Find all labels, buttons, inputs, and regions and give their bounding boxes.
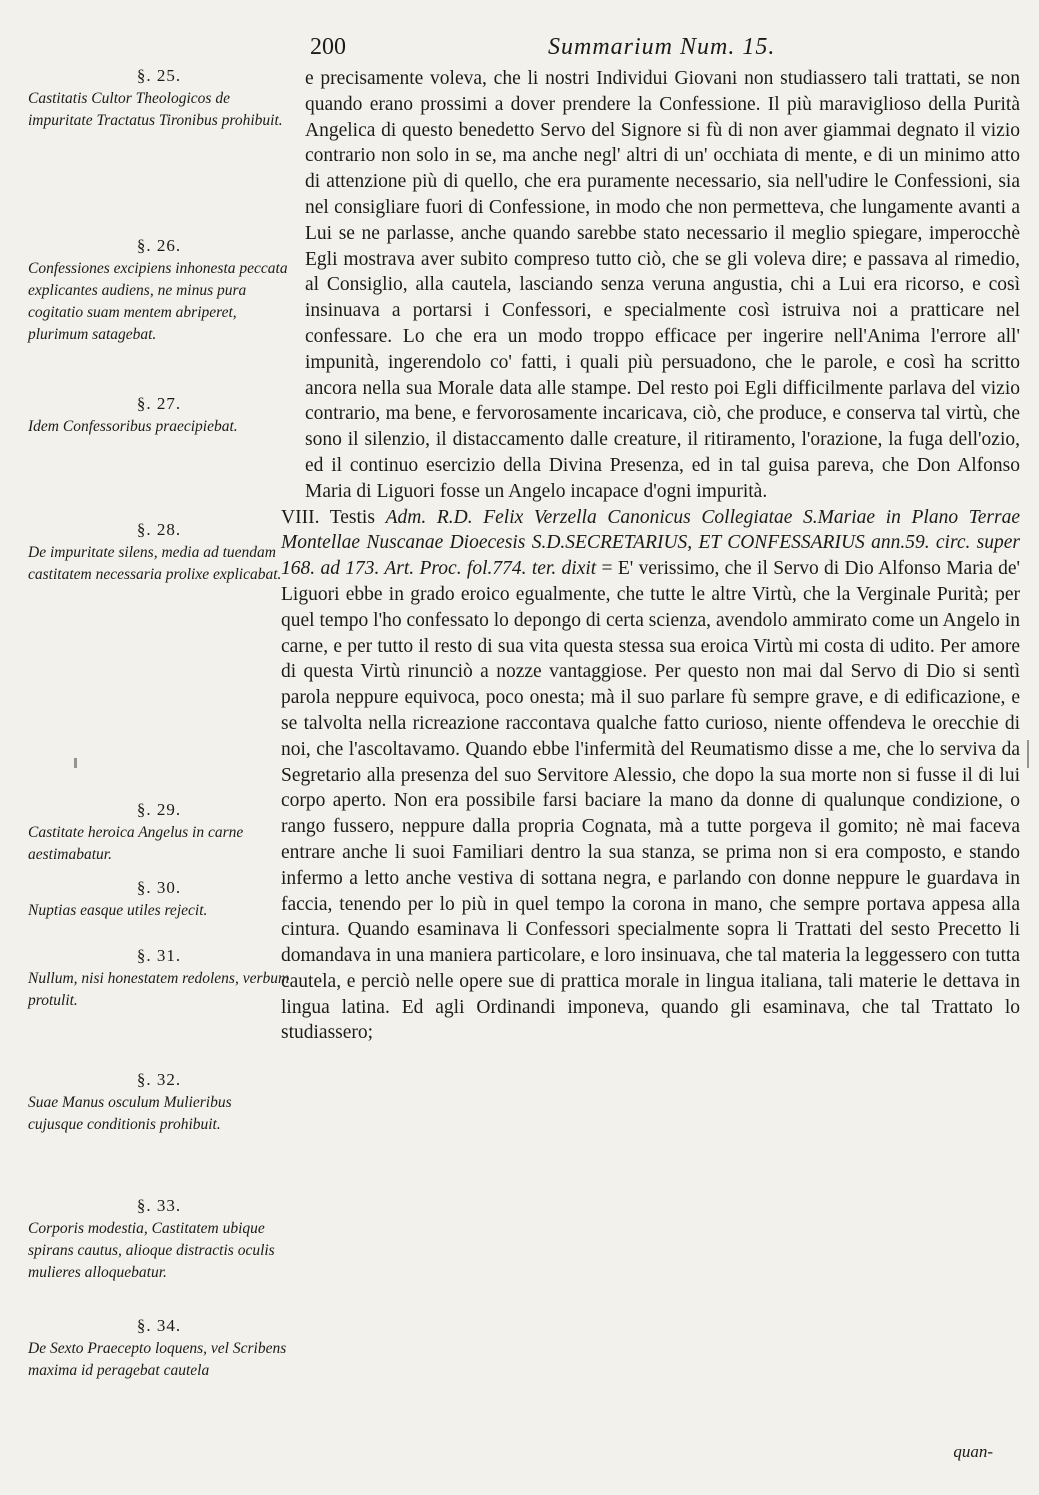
- page-header: [300, 30, 1020, 64]
- margin-note: [28, 876, 290, 922]
- margin-note-section: §. 31.: [136, 946, 182, 965]
- margin-note-section: §. 29.: [136, 800, 182, 819]
- testimony-witness: Adm. R.D. Felix Verzella Canonicus Collegiatae S.Mariae in Plano Terrae Montellae Nuscanae Dioecesis S.D.SECRETARIUS, ET CONFESSARIUS ann.59. circ. super 168. ad 173. Art. Proc. fol.774. ter. dixit: [281, 506, 1020, 580]
- margin-note-section: §. 33.: [136, 1196, 182, 1215]
- margin-note-section: §. 27.: [136, 394, 182, 413]
- margin-note: [28, 944, 290, 1012]
- margin-note-text: Nuptias easque utiles rejecit.: [28, 902, 208, 919]
- margin-note-section: §. 25.: [136, 66, 182, 85]
- margin-note-section: §. 28.: [136, 520, 182, 539]
- margin-note-section: §. 34.: [136, 1316, 182, 1335]
- margin-note-text: Idem Confessoribus praecipiebat.: [28, 418, 238, 435]
- main-text: [281, 66, 1021, 1461]
- page-number: 200: [310, 34, 346, 60]
- testimony-text: = E' verissimo, che il Servo di Dio Alfonso Maria de' Liguori ebbe in grado eroico egualmente, che tutte le altre Virtù, che la Verginale Purità; per quel tempo l'ho confessato lo depongo di certa scienza, avendolo ammirato come un Angelo in carne, e per tutto il resto di sua vita questa stessa sua eroica Virtù mi costa di udito. Per amore di questa Virtù rinunciò a nozze vantaggiose. Per questo non mai dal Servo di Dio si sentì parola neppure equivoca, poco onesta; mà il suo parlare fù sempre grave, e di edificazione, e se talvolta nella ricreazione raccontava qualche fatto curioso, niente offendeva le orecchie di noi, che l'ascoltavamo. Quando ebbe l'infermità del Reumatismo disse a me, che lo serviva da Segretario alla presenza del suo Servitore Alessio, che dopo la sua morte non si fusse il di lui corpo aperto. Non era possibile farsi baciare la mano da donne di qualunque condizione, o rango fussero, neppure dalla propria Cognata, mà a tutte porgeva il gomito; nè mai faceva entrare anche li suoi Familiari dentro la sua stanza, se prima non si era composto, e stando infermo a letto anche vestiva di sottana negra, e parlando con donne neppure le guardava in faccia, tenendo per lo più in quel tempo la corona in mano, che sempre portava appesa alla cintura. Quando esaminava li Confessori specialmente sopra li Trattati del sesto Precetto li domandava in una maniera particolare, e loro insinuava, che tal materia la leggessero con tutta cautela, e perciò nelle opere sue di prattica morale in lingua italiana, tali materie le dettava in lingua latina. Ed agli Ordinandi imponeva, quando gli esaminava, che tal Trattato lo studiassero;: [281, 558, 1021, 1044]
- margin-note: [28, 798, 290, 866]
- margin-note: [28, 392, 290, 438]
- margin-note-text: De Sexto Praecepto loquens, vel Scribens maxima id peragebat cautela: [28, 1340, 287, 1379]
- margin-note-section: §. 30.: [136, 878, 182, 897]
- margin-note-section: §. 32.: [136, 1070, 182, 1089]
- margin-tick-mark: [74, 758, 77, 768]
- margin-note: [28, 1068, 290, 1136]
- running-title: Summarium Num. 15.: [548, 34, 776, 60]
- catchword: quan-: [953, 1442, 993, 1461]
- margin-note: [28, 518, 290, 586]
- margin-note-text: Suae Manus osculum Mulieribus cujusque conditionis prohibuit.: [28, 1094, 232, 1133]
- page-edge-mark: [1027, 740, 1029, 768]
- margin-note-section: §. 26.: [136, 236, 182, 255]
- body-paragraph: e precisamente voleva, che li nostri Individui Giovani non studiassero tali trattati, se non quando erano prossimi a dover prendere la Confessione. Il più maraviglioso della Purità Angelica di questo benedetto Servo del Signore si fù di non aver giammai degnato il vizio contrario non solo in se, ma anche negl' altri di un' occhiata di mente, e di un minimo atto di attenzione più di quello, che era puramente necessario, sia nell'udire le Confessioni, sia nel consigliare fuori di Confessione, in modo che non permetteva, che lungamente avanti a Lui se ne parlasse, anche quando sarebbe stato necessario il meglio spiegare, imperocchè Egli mostrava aver subito compreso tutto ciò, che se gli voleva dire; e passava al rimedio, al Consiglio, alla cautela, lasciando senza veruna angustia, chi a Lui era ricorso, e così insinuava a portarsi i Confessori, e specialmente così istruiva noi a pratticare nel confessare. Lo che era un modo troppo efficace per ingerire nell'Anima l'errore all' impunità, ingerendolo co' fatti, i quali più persuadono, che le parole, e così ha scritto ancora nella sua Morale data alle stampe. Del resto poi Egli difficilmente parlava del vizio contrario, ma bene, e fervorosamente incaricava, ciò, che produce, e conserva tal virtù, che sono il silenzio, il distaccamento dalle creature, il ritiramento, l'orazione, la fuga dell'ozio, ed il continuo esercizio della Divina Presenza, ed in tal guisa pareva, che Don Alfonso Maria di Liguori fosse un Angelo incapace d'ogni impurità.: [305, 68, 1020, 502]
- margin-note-text: Castitate heroica Angelus in carne aestimabatur.: [28, 824, 244, 863]
- margin-note: [28, 1314, 290, 1382]
- margin-note-text: Castitatis Cultor Theologicos de impuritate Tractatus Tironibus prohibuit.: [28, 90, 283, 129]
- margin-note: [28, 1194, 290, 1284]
- margin-note-text: Corporis modestia, Castitatem ubique spirans cautus, alioque distractis oculis mulieres alloquebatur.: [28, 1220, 275, 1281]
- testimony-paragraph: [281, 505, 1020, 1047]
- margin-note-text: Nullum, nisi honestatem redolens, verbum protulit.: [28, 970, 290, 1009]
- margin-note-text: Confessiones excipiens inhonesta peccata explicantes audiens, ne minus pura cogitatio suam mentem abriperet, plurimum satagebat.: [28, 260, 288, 343]
- margin-note-text: De impuritate silens, media ad tuendam castitatem necessaria prolixe explicabat.: [28, 544, 282, 583]
- margin-note: [28, 64, 290, 132]
- testimony-label: VIII. Testis: [281, 506, 375, 528]
- margin-note: [28, 234, 290, 346]
- margin-notes: [28, 64, 290, 1464]
